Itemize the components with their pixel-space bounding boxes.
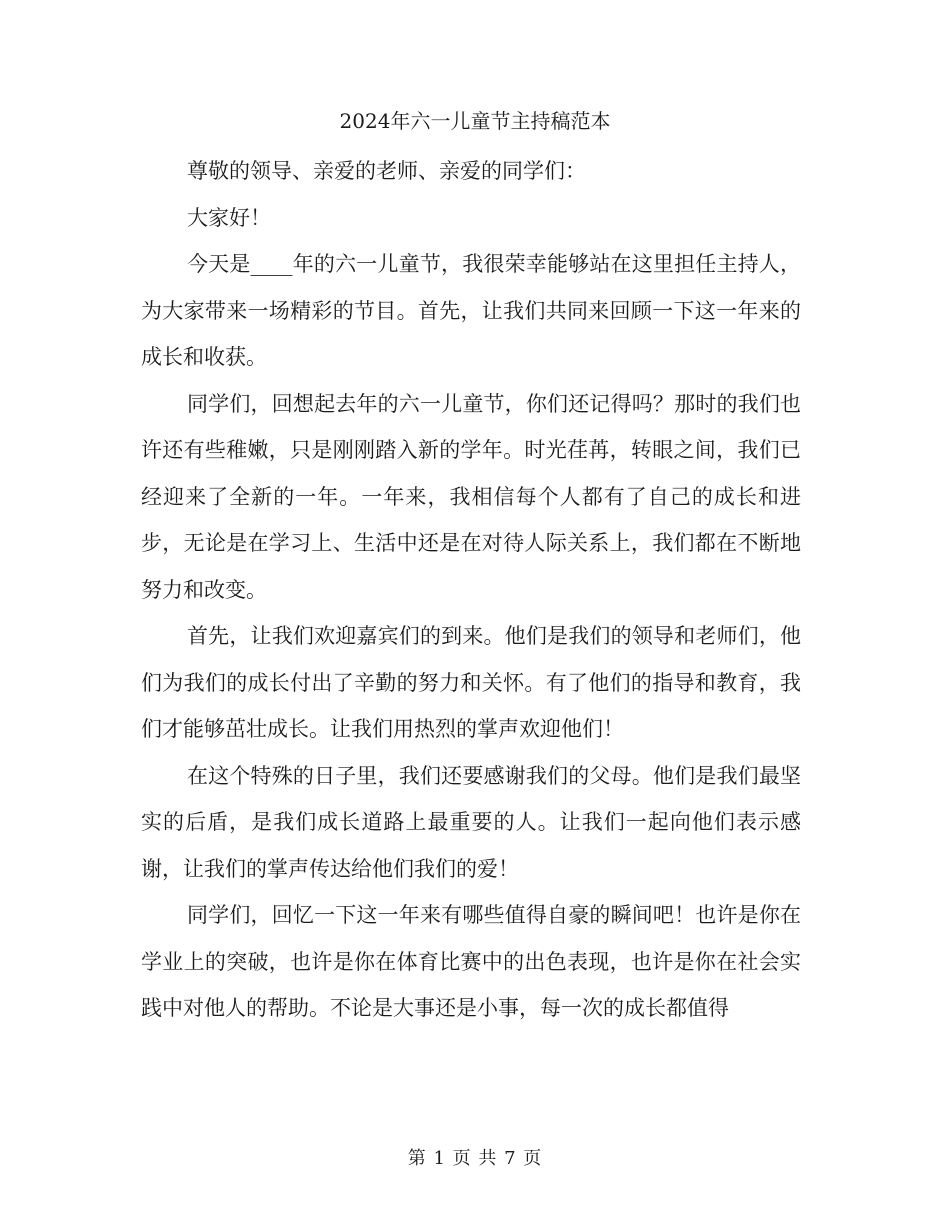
document-title: 2024年六一儿童节主持稿范本: [339, 109, 611, 133]
greeting-paragraph: 大家好！: [187, 205, 271, 230]
salutation-paragraph: 尊敬的领导、亲爱的老师、亲爱的同学们：: [187, 159, 586, 183]
body-paragraph: 同学们，回想起去年的六一儿童节，你们还记得吗？那时的我们也许还有些稚嫩，只是刚刚踏入新的学年。时光荏苒，转眼之间，我们已经迎来了全新的一年。一年来，我相信每个人都有了自己的成长和进步，无论是在学习上、生活中还是在对待人际关系上，我们都在不断地努力和改变。: [141, 391, 801, 602]
body-paragraph: 今天是____年的六一儿童节，我很荣幸能够站在这里担任主持人，为大家带来一场精彩的节目。首先，让我们共同来回顾一下这一年来的成长和收获。: [141, 252, 801, 369]
body-paragraph: 首先，让我们欢迎嘉宾们的到来。他们是我们的领导和老师们，他们为我们的成长付出了辛勤的努力和关怀。有了他们的指导和教育，我们才能够茁壮成长。让我们用热烈的掌声欢迎他们！: [141, 624, 801, 741]
body-paragraph: 同学们，回忆一下这一年来有哪些值得自豪的瞬间吧！也许是你在学业上的突破，也许是你在体育比赛中的出色表现，也许是你在社会实践中对他人的帮助。不论是大事还是小事，每一次的成长都值得: [141, 903, 801, 1020]
page-number-footer: 第 1 页 共 7 页: [407, 1148, 543, 1169]
body-paragraph: 在这个特殊的日子里，我们还要感谢我们的父母。他们是我们最坚实的后盾，是我们成长道路上最重要的人。让我们一起向他们表示感谢，让我们的掌声传达给他们我们的爱！: [141, 763, 801, 881]
document-body: [141, 148, 801, 1032]
